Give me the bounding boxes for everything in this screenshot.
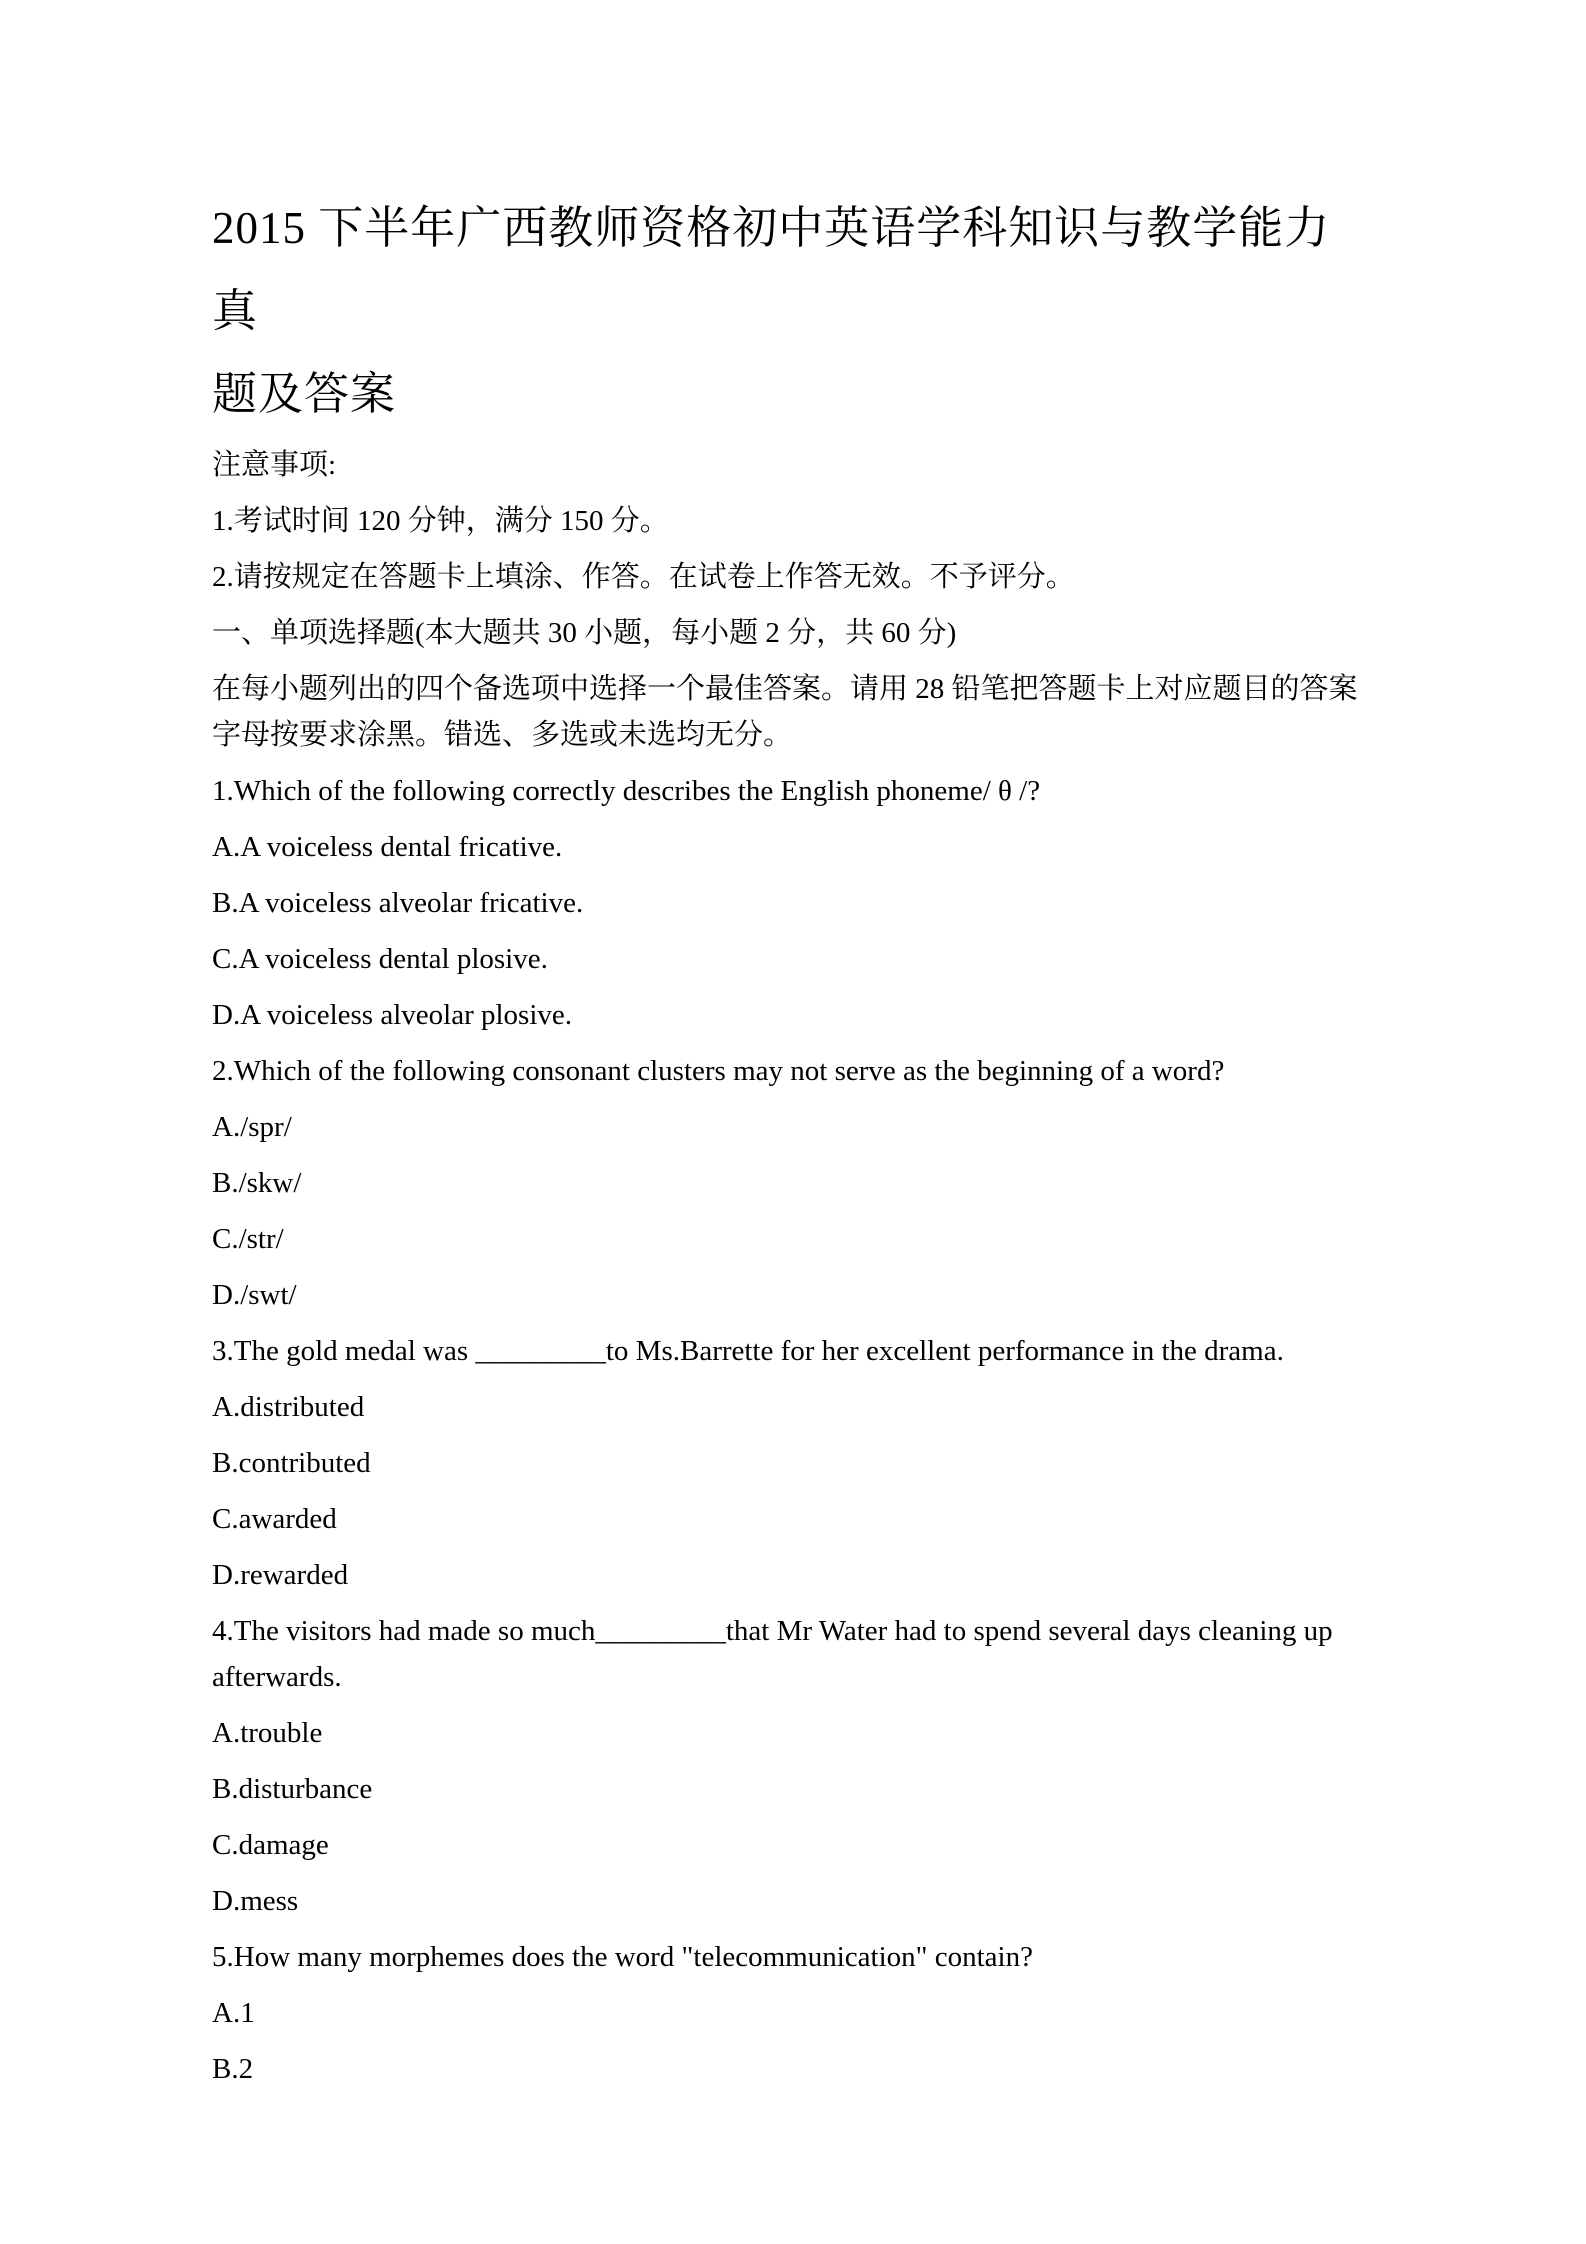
question-1 bbox=[212, 768, 1367, 1038]
section-heading: 一、单项选择题(本大题共 30 小题，每小题 2 分，共 60 分) bbox=[212, 617, 957, 649]
question-4-option-d: D.mess bbox=[212, 1885, 299, 1917]
question-4-option-c: C.damage bbox=[212, 1829, 329, 1861]
question-5-option-b: B.2 bbox=[212, 2053, 254, 2085]
notice-heading: 注意事项: bbox=[212, 449, 337, 481]
document-title-line-2: 题及答案 bbox=[212, 369, 397, 419]
question-2-option-d: D./swt/ bbox=[212, 1279, 297, 1311]
section-instructions bbox=[212, 666, 1367, 758]
question-1-option-b: B.A voiceless alveolar fricative. bbox=[212, 887, 584, 919]
question-2-option-b: B./skw/ bbox=[212, 1167, 302, 1199]
document-title-line-1: 2015 下半年广西教师资格初中英语学科知识与教学能力真 bbox=[212, 203, 1331, 336]
question-5-option-a: A.1 bbox=[212, 1997, 255, 2029]
question-2-option-c: C./str/ bbox=[212, 1223, 284, 1255]
question-3-stem: 3.The gold medal was _________to Ms.Barrette for her excellent performance in the drama. bbox=[212, 1335, 1284, 1367]
question-3-option-d: D.rewarded bbox=[212, 1559, 349, 1591]
question-2-stem: 2.Which of the following consonant clusters may not serve as the beginning of a word? bbox=[212, 1055, 1225, 1087]
question-1-option-a: A.A voiceless dental fricative. bbox=[212, 831, 563, 863]
question-3-option-a: A.distributed bbox=[212, 1391, 365, 1423]
question-4-option-b: B.disturbance bbox=[212, 1773, 373, 1805]
notice-item-2: 2.请按规定在答题卡上填涂、作答。在试卷上作答无效。不予评分。 bbox=[212, 561, 1075, 593]
question-5-stem: 5.How many morphemes does the word "telecommunication" contain? bbox=[212, 1941, 1033, 1973]
question-4-stem-line-2: afterwards. bbox=[212, 1661, 342, 1693]
question-4 bbox=[212, 1608, 1367, 1924]
question-4-stem-line-1: 4.The visitors had made so much_________that Mr Water had to spend several days cleaning up bbox=[212, 1615, 1333, 1647]
section-instructions-line-1: 在每小题列出的四个备选项中选择一个最佳答案。请用 28 铅笔把答题卡上对应题目的答案 bbox=[212, 673, 1358, 705]
section-instructions-line-2: 字母按要求涂黑。错选、多选或未选均无分。 bbox=[212, 719, 793, 751]
notice-item-1: 1.考试时间 120 分钟，满分 150 分。 bbox=[212, 505, 669, 537]
document-content bbox=[212, 187, 1367, 2102]
question-2 bbox=[212, 1048, 1367, 1318]
question-1-option-c: C.A voiceless dental plosive. bbox=[212, 943, 548, 975]
question-3-option-c: C.awarded bbox=[212, 1503, 337, 1535]
question-5 bbox=[212, 1934, 1367, 2092]
question-1-option-d: D.A voiceless alveolar plosive. bbox=[212, 999, 572, 1031]
question-1-stem: 1.Which of the following correctly describes the English phoneme/ θ /? bbox=[212, 775, 1041, 807]
question-4-stem bbox=[212, 1608, 1367, 1700]
question-4-option-a: A.trouble bbox=[212, 1717, 323, 1749]
question-3-option-b: B.contributed bbox=[212, 1447, 371, 1479]
document-title bbox=[212, 187, 1367, 436]
question-2-option-a: A./spr/ bbox=[212, 1111, 292, 1143]
question-3 bbox=[212, 1328, 1367, 1598]
